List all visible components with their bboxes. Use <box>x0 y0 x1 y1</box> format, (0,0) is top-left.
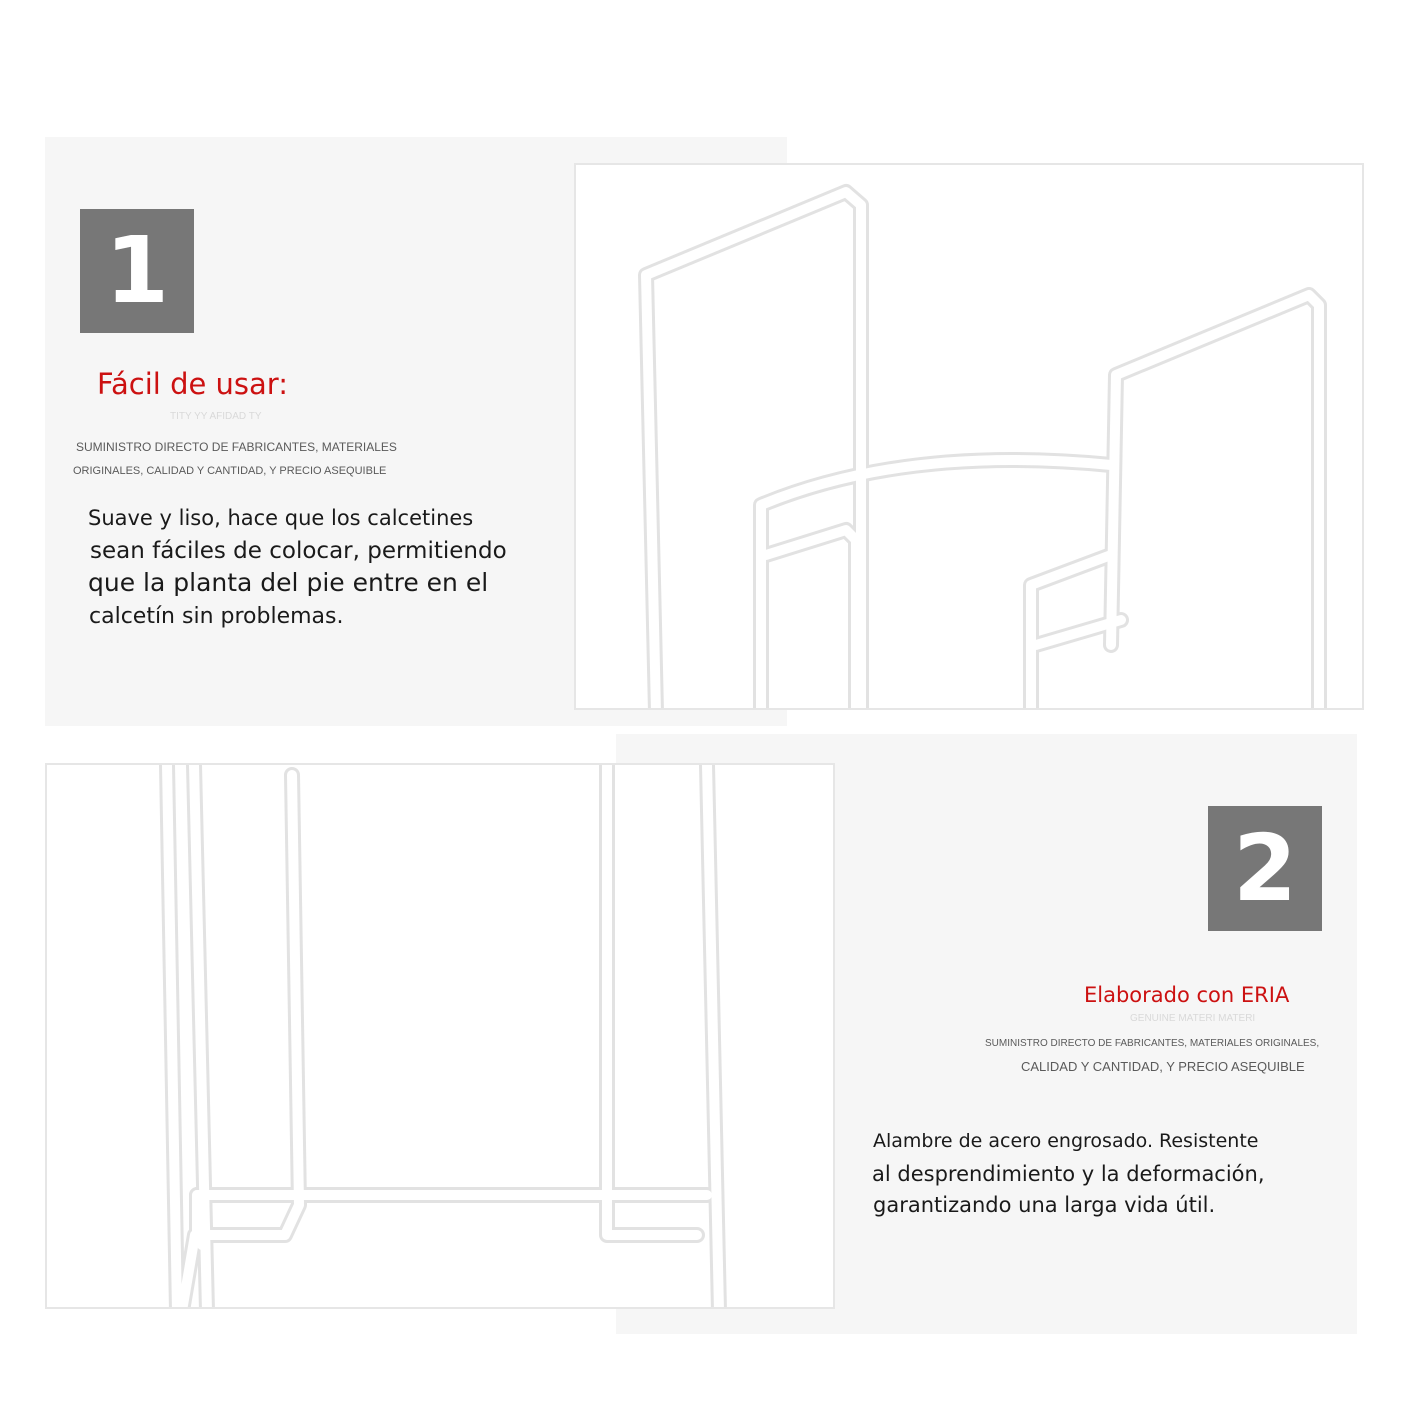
section2-subtitle-line-1: SUMINISTRO DIRECTO DE FABRICANTES, MATERIALES ORIGINALES, <box>985 1038 1320 1049</box>
section1-body-line-1: Suave y liso, hace que los calcetines <box>88 506 474 530</box>
section1-heading: Fácil de usar: <box>97 367 288 401</box>
section1-body-line-3: que la planta del pie entre en el <box>88 568 489 597</box>
section2-number: 2 <box>1232 814 1297 922</box>
wire-rack-bottom-illustration <box>47 765 835 1309</box>
section1-body-line-4: calcetín sin problemas. <box>89 604 344 629</box>
section1-subtitle-line-1: SUMINISTRO DIRECTO DE FABRICANTES, MATERIALES <box>76 440 397 454</box>
section1-number-badge <box>80 209 194 333</box>
section2-faint-text: GENUINE MATERI MATERI <box>1130 1013 1256 1024</box>
section1-number: 1 <box>104 217 169 324</box>
wire-rack-bottom-photo <box>45 763 835 1309</box>
section1-body-line-2: sean fáciles de colocar, permitiendo <box>90 538 507 564</box>
wire-rack-top-illustration <box>576 165 1364 710</box>
section2-body-line-3: garantizando una larga vida útil. <box>873 1193 1216 1217</box>
section2-subtitle-line-2: CALIDAD Y CANTIDAD, Y PRECIO ASEQUIBLE <box>1021 1059 1305 1074</box>
section1-faint-text: TITY YY AFIDAD TY <box>170 411 262 422</box>
section2-number-badge <box>1208 806 1322 931</box>
section1-subtitle-line-2: ORIGINALES, CALIDAD Y CANTIDAD, Y PRECIO ASEQUIBLE <box>73 465 387 477</box>
section2-heading: Elaborado con ERIA <box>1084 983 1290 1007</box>
section2-body-line-2: al desprendimiento y la deformación, <box>872 1162 1265 1186</box>
wire-rack-top-photo <box>574 163 1364 710</box>
section2-body-line-1: Alambre de acero engrosado. Resistente <box>873 1130 1259 1152</box>
